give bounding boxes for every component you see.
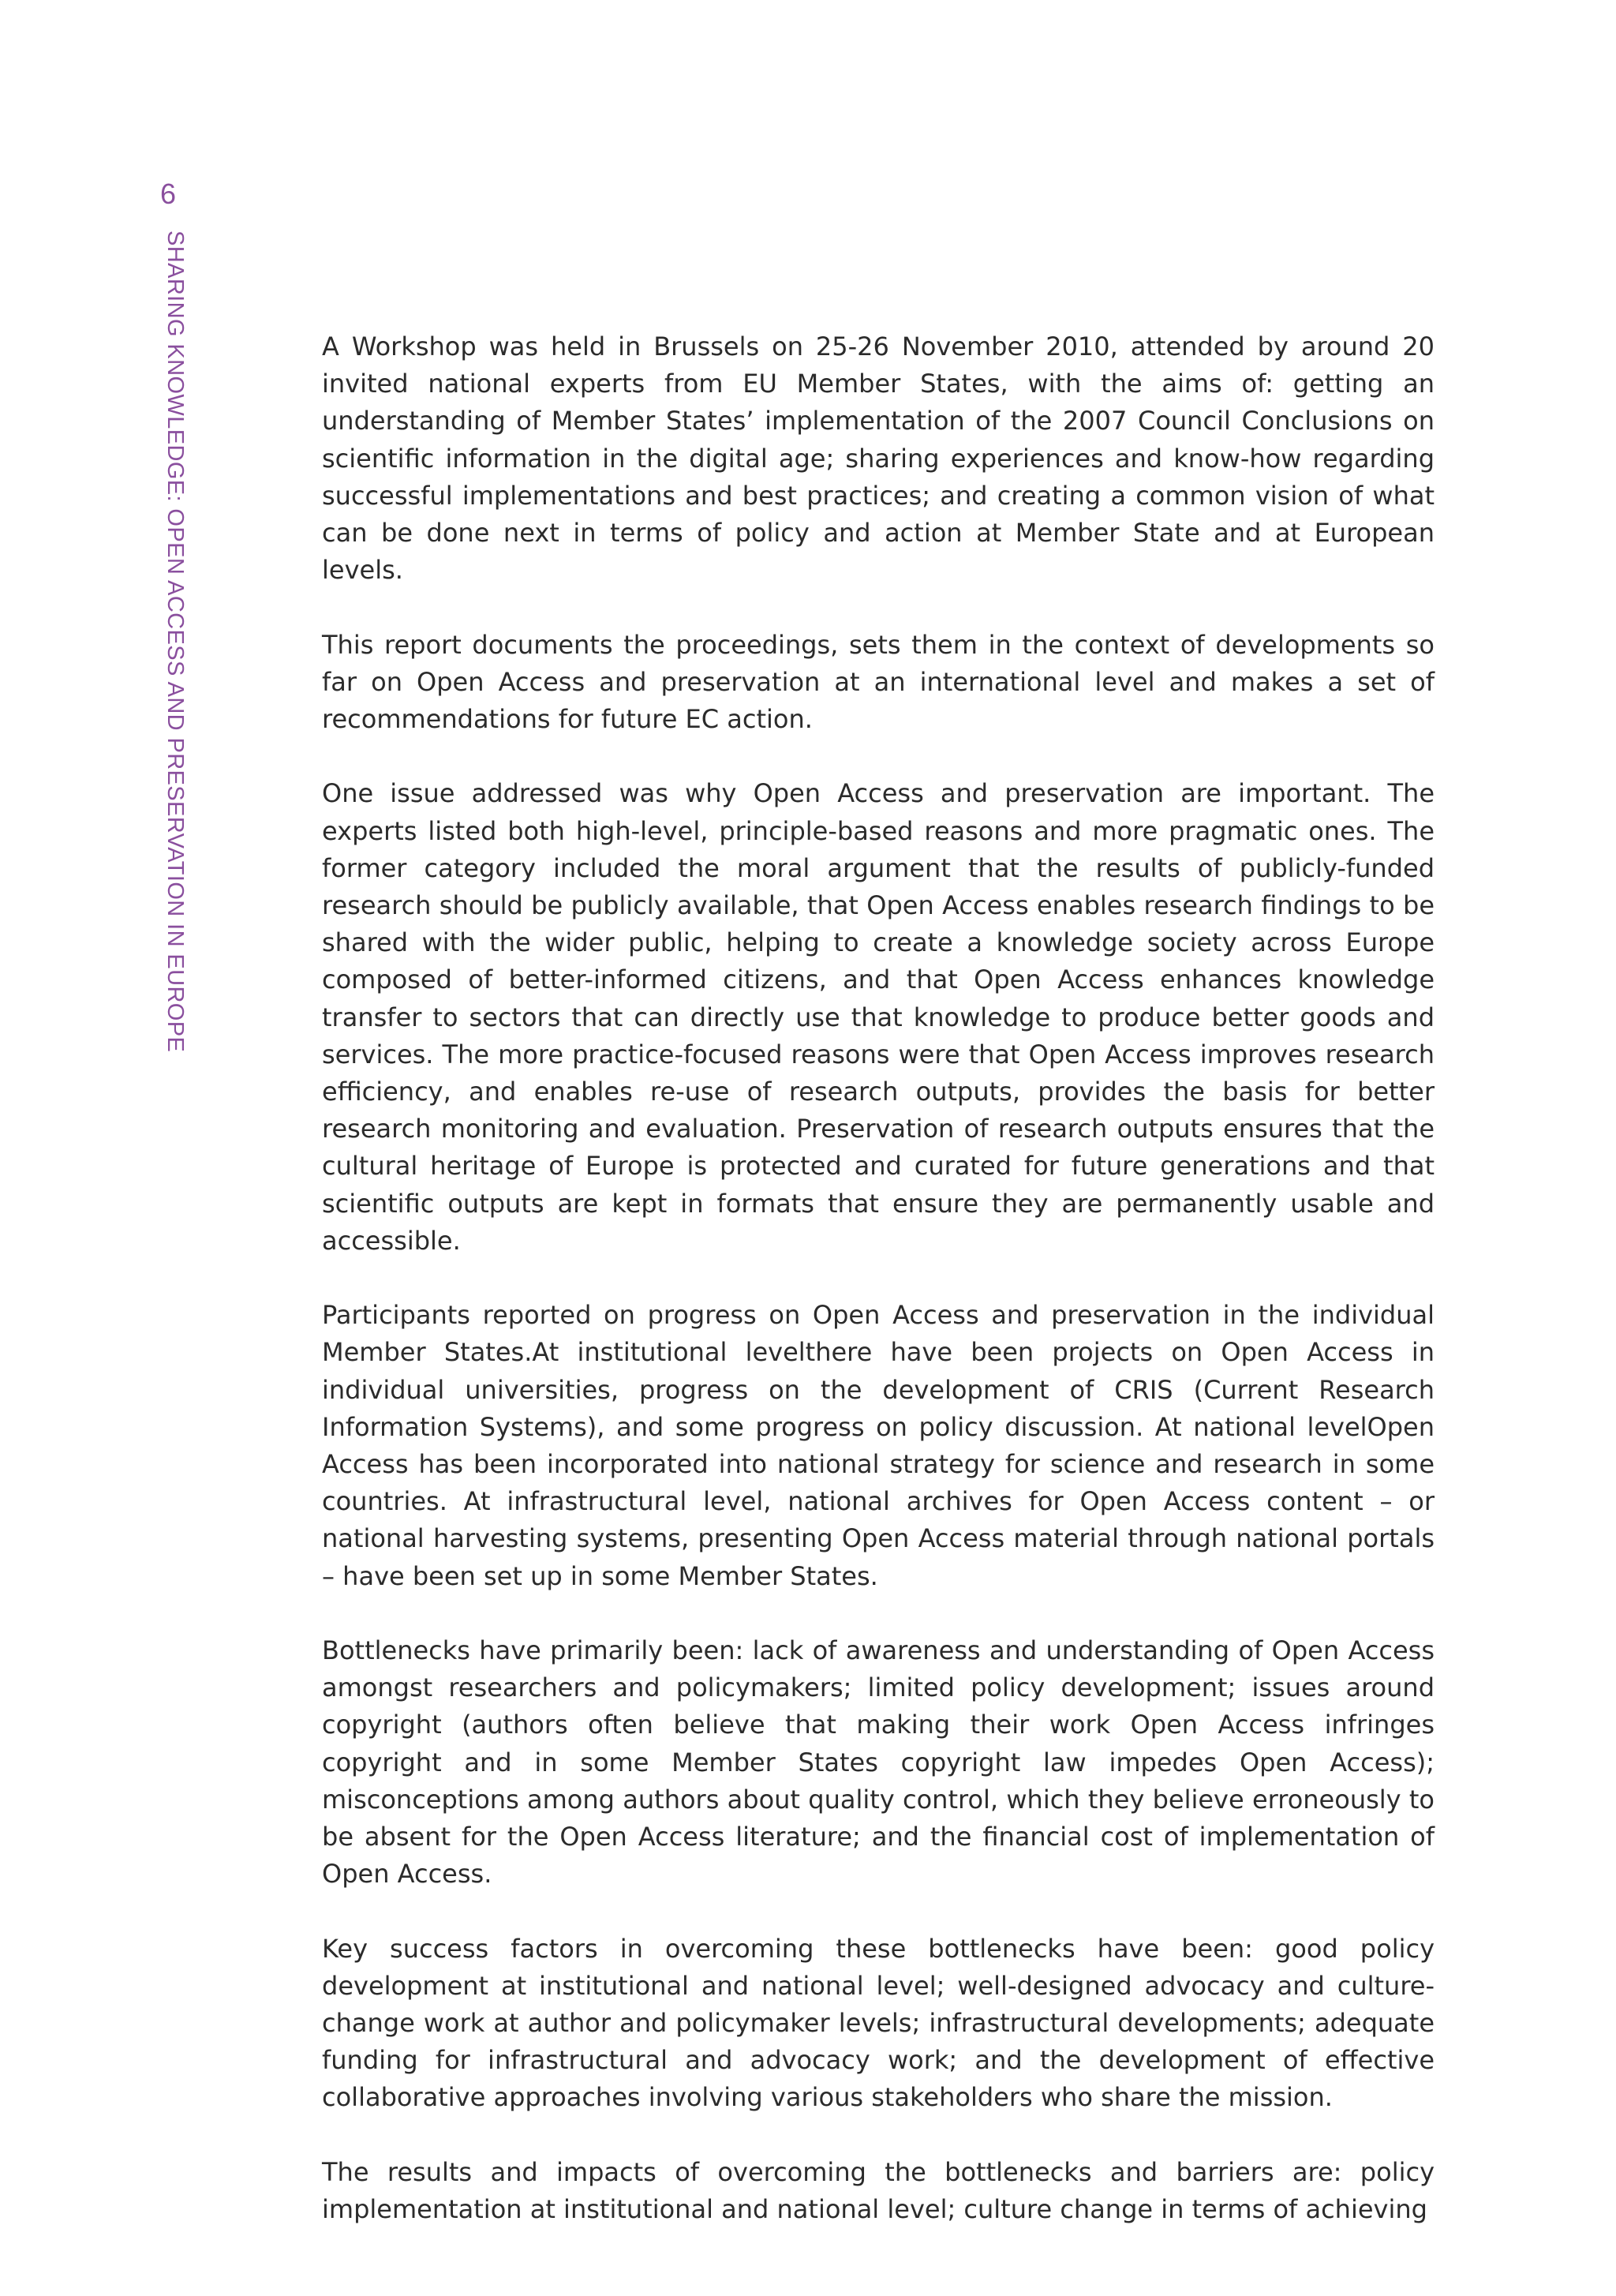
paragraph-progress: Participants reported on progress on Open Access and preservation in the individual Member States.At institutional levelthere have been projects on Open Access in individual universities, progress on the development of CRIS (Current Research Information Systems), and some progress on policy discussion. At national levelOpen Access has been incorporated into national strategy for science and research in some countries. At infrastructural level, national archives for Open Access content – or national harvesting systems, presenting Open Access material through national portals – have been set up in some Member States. [322,1300,1435,1591]
paragraph-results-impacts: The results and impacts of overcoming the bottlenecks and barriers are: policy implementation at institutional and national level; culture change in terms of achieving [322,2156,1435,2225]
page-number: 6 [160,178,177,210]
running-title: SHARING KNOWLEDGE: OPEN ACCESS AND PRESERVATION IN EUROPE [163,230,188,1053]
paragraph-workshop: A Workshop was held in Brussels on 25-26 November 2010, attended by around 20 invited national experts from EU Member States, with the aims of: getting an understanding of Member States’ implementation of the 2007 Council Conclusions on scientific information in the digital age; sharing experiences and know-how regarding successful implementations and best practices; and creating a common vision of what can be done next in terms of policy and action at Member State and at European levels. [322,331,1435,586]
body-text [322,328,1435,2265]
paragraph-bottlenecks: Bottlenecks have primarily been: lack of awareness and understanding of Open Access amongst researchers and policymakers; limited policy development; issues around copyright (authors often believe that making their work Open Access infringes copyright and in some Member States copyright law impedes Open Access); misconceptions among authors about quality control, which they believe erroneously to be absent for the Open Access literature; and the financial cost of implementation of Open Access. [322,1635,1435,1890]
paragraph-report-scope: This report documents the proceedings, sets them in the context of developments so far on Open Access and preservation at an international level and makes a set of recommendations for future EC action. [322,629,1435,735]
paragraph-why-open-access: One issue addressed was why Open Access and preservation are important. The experts listed both high-level, principle-based reasons and more pragmatic ones. The former category included the moral argument that the results of publicly-funded research should be publicly available, that Open Access enables research findings to be shared with the wider public, helping to create a knowledge society across Europe composed of better-informed citizens, and that Open Access enhances knowledge transfer to sectors that can directly use that knowledge to produce better goods and services. The more practice-focused reasons were that Open Access improves research efficiency, and enables re-use of research outputs, provides the basis for better research monitoring and evaluation. Preservation of research outputs ensures that the cultural heritage of Europe is protected and curated for future generations and that scientific outputs are kept in formats that ensure they are permanently usable and accessible. [322,778,1435,1256]
paragraph-success-factors: Key success factors in overcoming these bottlenecks have been: good policy development at institutional and national level; well-designed advocacy and culture-change work at author and policymaker levels; infrastructural developments; adequate funding for infrastructural and advocacy work; and the development of effective collaborative approaches involving various stakeholders who share the mission. [322,1933,1435,2113]
